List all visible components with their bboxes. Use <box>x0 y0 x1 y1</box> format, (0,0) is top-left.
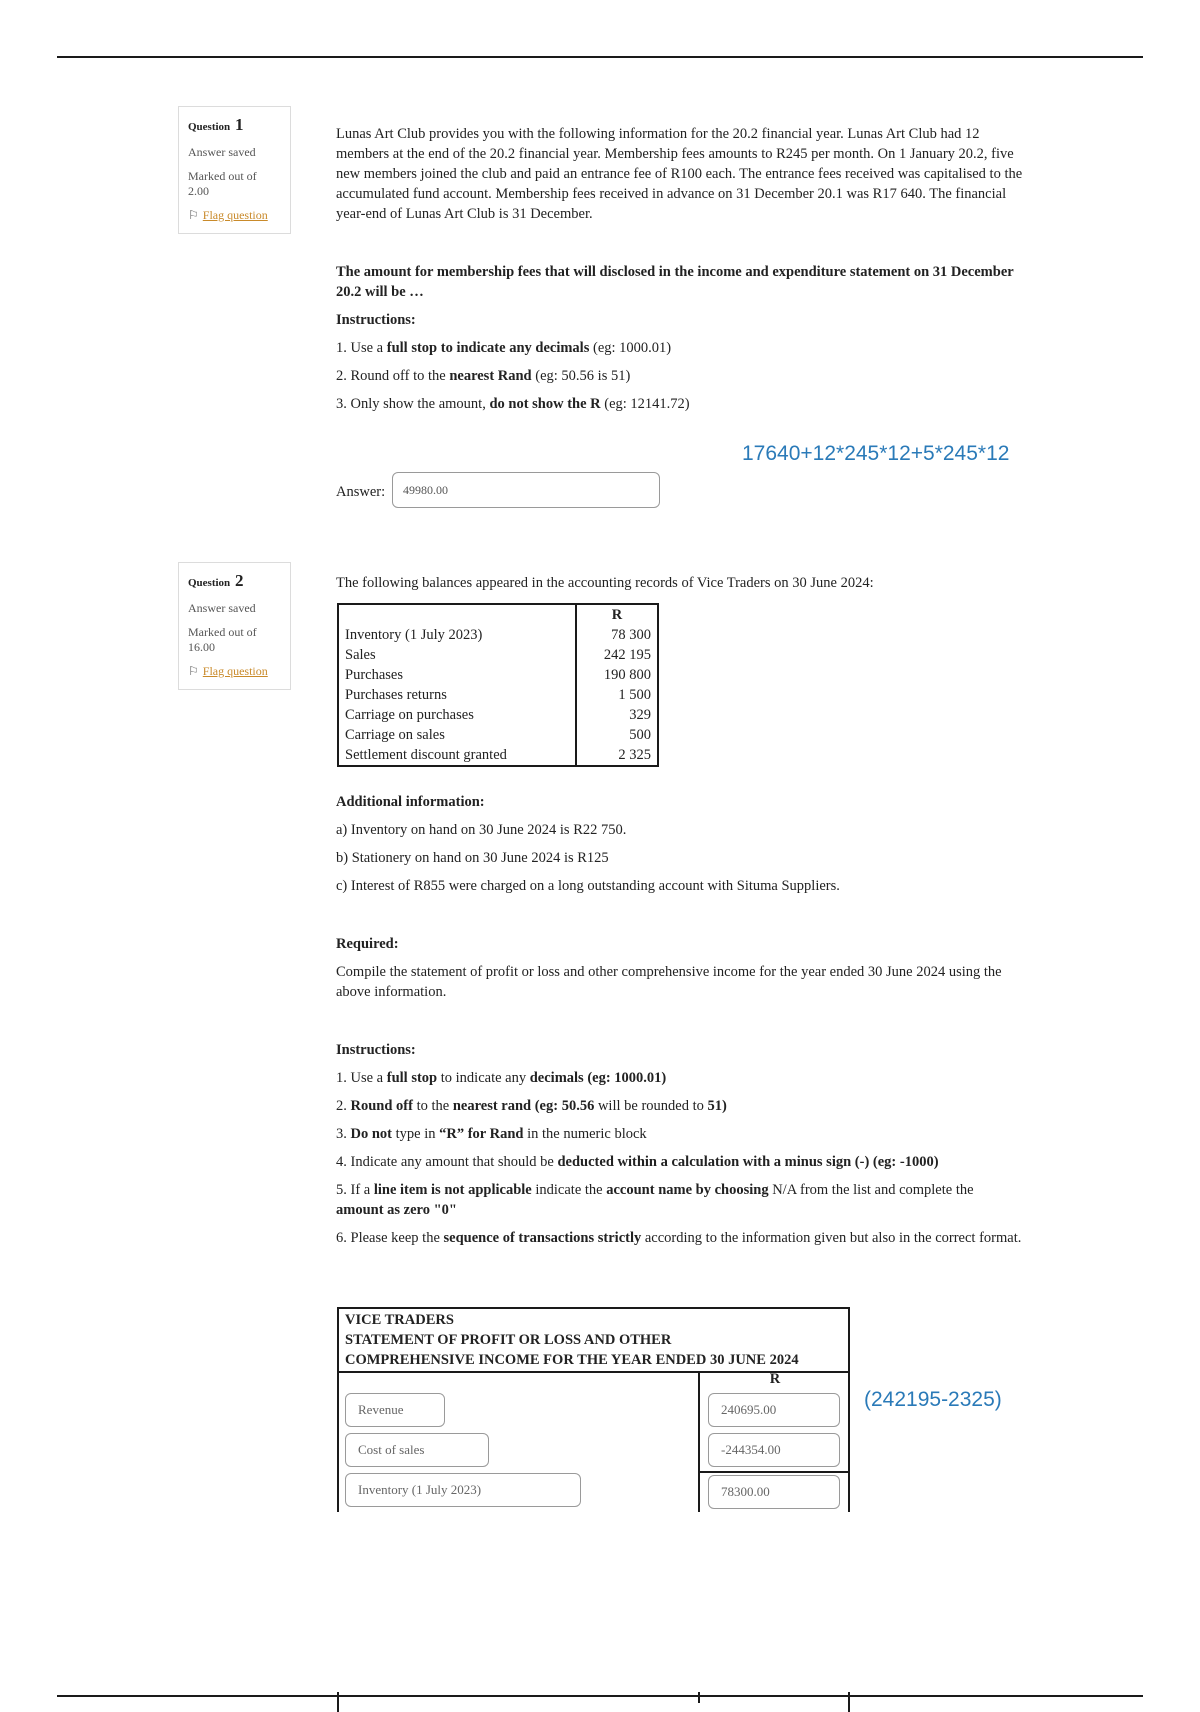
question-1-handwritten-annotation: 17640+12*245*12+5*245*12 <box>742 442 1010 465</box>
statement-heading-line-1: STATEMENT OF PROFIT OR LOSS AND OTHER <box>345 1332 672 1348</box>
question-1-flag-button[interactable]: ⚐ Flag question <box>188 208 268 222</box>
question-1-number: Question 1 <box>188 115 244 134</box>
question-2-number: Question 2 <box>188 571 244 590</box>
cost-of-sales-amount-input[interactable]: -244354.00 <box>708 1433 840 1467</box>
required-text: Compile the statement of profit or loss and other comprehensive income for the year ended 30 June 2024 using the above information. <box>336 964 1002 1000</box>
question-2-marks: Marked out of 16.00 <box>188 625 257 654</box>
question-2-intro: The following balances appeared in the accounting records of Vice Traders on 30 June 2024: <box>336 575 874 591</box>
table-row: Settlement discount granted 2 325 <box>338 745 658 766</box>
question-2-instruction-5: 5. If a line item is not applicable indicate the account name by choosing N/A from the list and complete the amount as zero "0" <box>336 1182 974 1218</box>
question-1-body: Lunas Art Club provides you with the following information for the 20.2 financial year. Lunas Art Club had 12 members at the end of the 20.2 financial year. Membership fees amounts to R245 per month. On 1 January 20.2, five new members joined the club and paid an entrance fee of R100 each. The entrance fees received was capitalised to the accumulated fund account. Membership fees received in advance on 31 December 20.1 was R17 640. The financial year-end of Lunas Art Club is 31 December. <box>336 126 1023 222</box>
question-2-instructions-label: Instructions: <box>336 1042 416 1058</box>
question-1-instruction-3: 3. Only show the amount, do not show the R (eg: 12141.72) <box>336 396 690 412</box>
statement-heading-line-2: COMPREHENSIVE INCOME FOR THE YEAR ENDED 30 JUNE 2024 <box>345 1352 799 1368</box>
balances-header-row <box>338 604 658 625</box>
additional-info-c: c) Interest of R855 were charged on a long outstanding account with Situma Suppliers. <box>336 878 840 894</box>
question-1-instructions-label: Instructions: <box>336 312 416 328</box>
question-1-instruction-1: 1. Use a full stop to indicate any decimals (eg: 1000.01) <box>336 340 672 356</box>
opening-inventory-amount-input[interactable]: 78300.00 <box>708 1475 840 1509</box>
revenue-amount-input[interactable]: 240695.00 <box>708 1393 840 1427</box>
statement-title <box>339 1309 848 1373</box>
question-1-marks: Marked out of 2.00 <box>188 169 257 198</box>
question-1-answer-input[interactable] <box>392 472 660 508</box>
answer-label: Answer: <box>336 484 386 500</box>
required-block <box>336 934 1036 1010</box>
additional-info-block <box>336 792 1036 904</box>
statement-column-header: R <box>769 1371 781 1387</box>
statement-company: VICE TRADERS <box>345 1312 454 1328</box>
question-2-flag-button[interactable]: ⚐ Flag question <box>188 664 268 678</box>
revenue-account-select[interactable]: Revenue <box>345 1393 445 1427</box>
question-2-instruction-3: 3. Do not type in “R” for Rand in the numeric block <box>336 1126 647 1142</box>
additional-info-label: Additional information: <box>336 794 485 810</box>
flag-icon: ⚐ <box>188 208 199 222</box>
table-row: Sales 242 195 <box>338 645 658 665</box>
question-1-text <box>336 124 1036 232</box>
question-1-prompt: The amount for membership fees that will disclosed in the income and expenditure statement on 31 December 20.2 will be … <box>336 264 1014 300</box>
question-2-status: Answer saved <box>188 601 256 615</box>
bottom-rule <box>57 1695 1143 1697</box>
page-bottom-blank <box>0 1512 1200 1692</box>
top-rule <box>57 56 1143 58</box>
table-row: Purchases returns 1 500 <box>338 685 658 705</box>
question-1-info-panel <box>178 106 291 234</box>
question-2-handwritten-annotation: (242195-2325) <box>864 1388 1002 1411</box>
table-row: Carriage on purchases 329 <box>338 705 658 725</box>
table-row: Purchases 190 800 <box>338 665 658 685</box>
balances-header: R <box>611 607 623 623</box>
table-row: Carriage on sales 500 <box>338 725 658 745</box>
question-2-instruction-6: 6. Please keep the sequence of transactions strictly according to the information given but also in the correct format. <box>336 1230 1022 1246</box>
table-row: Inventory (1 July 2023) 78 300 <box>338 625 658 645</box>
question-2-instruction-1: 1. Use a full stop to indicate any decimals (eg: 1000.01) <box>336 1070 667 1086</box>
additional-info-b: b) Stationery on hand on 30 June 2024 is R125 <box>336 850 609 866</box>
question-1-prompt-block <box>336 262 1036 422</box>
question-1-status: Answer saved <box>188 145 256 159</box>
question-2-info-panel <box>178 562 291 690</box>
question-1-instruction-2: 2. Round off to the nearest Rand (eg: 50.56 is 51) <box>336 368 631 384</box>
balances-table <box>337 603 659 767</box>
statement-row-divider <box>698 1471 850 1473</box>
required-label: Required: <box>336 936 399 952</box>
cost-of-sales-account-select[interactable]: Cost of sales <box>345 1433 489 1467</box>
question-2-instruction-2: 2. Round off to the nearest rand (eg: 50.56 will be rounded to 51) <box>336 1098 727 1114</box>
question-2-instructions-block <box>336 1040 1036 1256</box>
flag-icon: ⚐ <box>188 664 199 678</box>
additional-info-a: a) Inventory on hand on 30 June 2024 is R22 750. <box>336 822 627 838</box>
question-2-instruction-4: 4. Indicate any amount that should be deducted within a calculation with a minus sign (-) (eg: -1000) <box>336 1154 939 1170</box>
opening-inventory-account-select[interactable]: Inventory (1 July 2023) <box>345 1473 581 1507</box>
question-2-intro-block <box>336 573 1036 601</box>
